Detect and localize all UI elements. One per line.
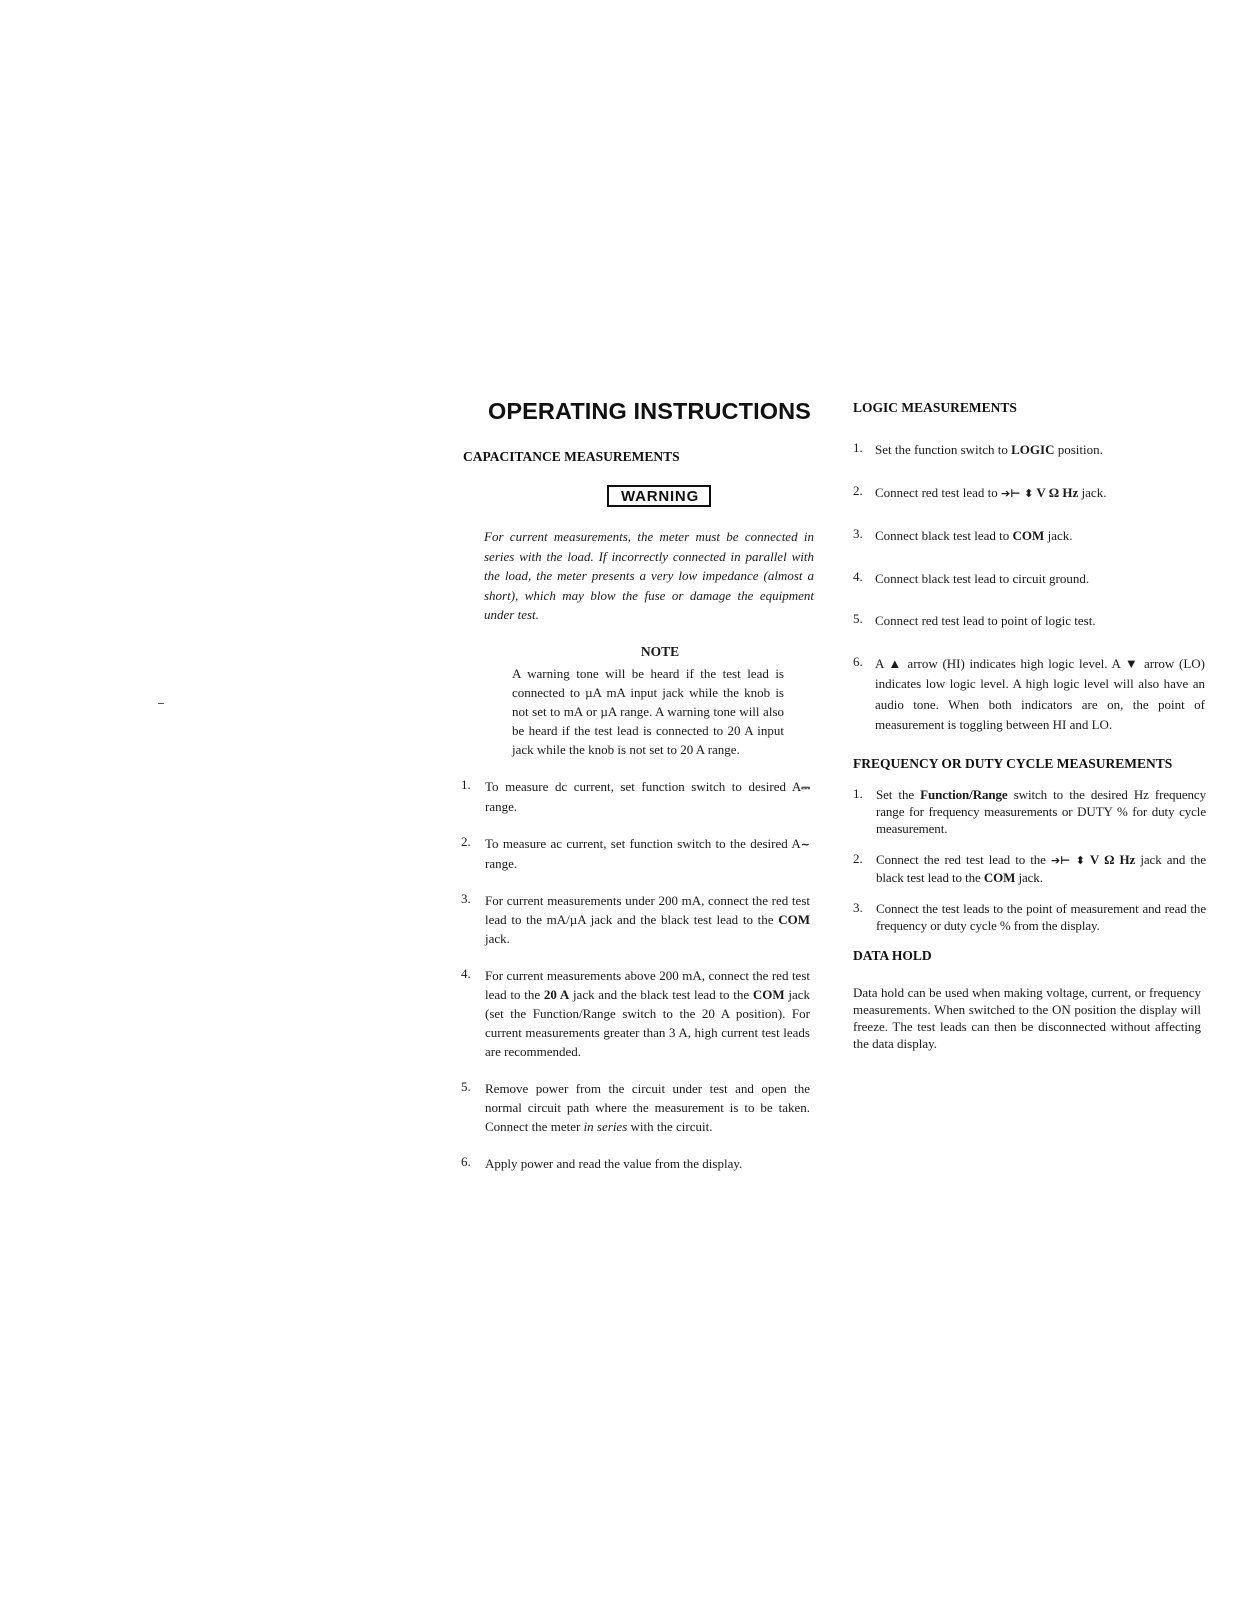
- step-text: Connect red test lead to ➔⊢ ⬍ V Ω Hz jack.: [875, 484, 1107, 500]
- step-number: 4.: [461, 965, 471, 981]
- step-number: 2.: [853, 850, 863, 866]
- dc-symbol-icon: ⎓: [801, 780, 810, 794]
- diode-capacitor-icon: ➔⊢ ⬍: [1051, 853, 1085, 867]
- ac-symbol-icon: ∼: [800, 837, 810, 851]
- list-item: [461, 834, 828, 873]
- step-number: 3.: [853, 899, 863, 915]
- list-item: [461, 777, 828, 816]
- list-item: [853, 569, 1226, 590]
- left-column: [461, 398, 828, 1191]
- step-number: 5.: [461, 1078, 471, 1094]
- step-number: 3.: [853, 526, 863, 541]
- step-text: Connect black test lead to circuit ground.: [875, 570, 1090, 586]
- step-number: 1.: [461, 776, 471, 792]
- step-text: Connect the test leads to the point of measurement and read the frequency or duty cycle % from the display.: [876, 900, 1206, 933]
- list-item: [853, 440, 1226, 461]
- logic-steps-list: [853, 440, 1226, 736]
- step-text: Connect the red test lead to the ➔⊢ ⬍ V Ω Hz jack and the black test lead to the COM jack.: [876, 851, 1206, 885]
- step-text: To measure ac current, set function switch to the desired A∼ range.: [485, 835, 810, 871]
- frequency-steps-list: [853, 786, 1226, 934]
- frequency-heading: FREQUENCY OR DUTY CYCLE MEASUREMENTS: [853, 755, 1173, 771]
- step-text: Connect red test lead to point of logic test.: [875, 613, 1096, 628]
- page-title: OPERATING INSTRUCTIONS: [488, 398, 811, 424]
- list-item: [853, 483, 1226, 505]
- step-number: 5.: [853, 611, 863, 626]
- step-text: A ▲ arrow (HI) indicates high logic level. A ▼ arrow (LO) indicates low logic level. A high logic level will also have an audio tone. When both indicators are on, the point of measurement is toggling between HI and LO.: [875, 655, 1205, 732]
- step-number: 2.: [461, 833, 471, 849]
- step-number: 1.: [853, 785, 863, 801]
- step-number: 2.: [853, 482, 863, 498]
- step-number: 3.: [461, 890, 471, 906]
- step-text: Remove power from the circuit under test and open the normal circuit path where the measurement is to be taken. Connect the meter in series with the circuit.: [485, 1080, 810, 1134]
- list-item: [853, 851, 1226, 886]
- list-item: [853, 900, 1226, 934]
- capacitance-heading: CAPACITANCE MEASUREMENTS: [463, 449, 680, 464]
- data-hold-text: Data hold can be used when making voltage, current, or frequency measurements. When switched to the ON position the display will freeze. The test leads can then be disconnected without affecting the data display.: [853, 984, 1201, 1051]
- diode-capacitor-icon: ➔⊢ ⬍: [1001, 486, 1034, 500]
- step-text: For current measurements above 200 mA, connect the red test lead to the 20 A jack and the black test lead to the COM jack (set the Function/Range switch to the 20 A position). For current measurements greater than 3 A, high current test leads are recommended.: [485, 967, 811, 1059]
- right-column: [853, 400, 1226, 1052]
- step-number: 1.: [853, 440, 863, 455]
- warning-label: WARNING: [607, 485, 711, 507]
- list-item: [461, 891, 828, 948]
- step-text: For current measurements under 200 mA, connect the red test lead to the mA/µA jack and the black test lead to the COM jack.: [485, 892, 810, 946]
- step-text: Set the function switch to LOGIC position.: [875, 442, 1103, 457]
- list-item: [461, 1079, 828, 1136]
- step-text: To measure dc current, set function switch to desired A⎓ range.: [485, 778, 810, 814]
- step-text: Apply power and read the value from the display.: [485, 1155, 743, 1171]
- list-item: [853, 611, 1226, 632]
- step-text: Connect black test lead to COM jack.: [875, 528, 1073, 543]
- current-steps-list: [461, 777, 828, 1173]
- step-number: 6.: [461, 1153, 471, 1169]
- logic-heading: LOGIC MEASUREMENTS: [853, 400, 1017, 415]
- note-title: NOTE: [640, 643, 680, 659]
- step-text: Set the Function/Range switch to the desired Hz frequency range for frequency measurements or DUTY % for duty cycle measurement.: [876, 786, 1206, 836]
- margin-mark: [158, 703, 164, 704]
- data-hold-heading: DATA HOLD: [853, 947, 932, 963]
- list-item: [853, 786, 1226, 837]
- list-item: [853, 654, 1226, 736]
- list-item: [853, 526, 1226, 547]
- note-text: A warning tone will be heard if the test lead is connected to µA mA input jack while the knob is not set to mA or µA range. A warning tone will also be heard if the test lead is connected to 20 A input jack while the knob is not set to 20 A range.: [512, 665, 784, 758]
- warning-wrap: [490, 485, 828, 507]
- list-item: [461, 1154, 828, 1173]
- warning-text: For current measurements, the meter must be connected in series with the load. If incorrectly connected in parallel with the load, the meter presents a very low impedance (almost a short), which may blow the fuse or damage the equipment under test.: [484, 529, 814, 622]
- list-item: [461, 966, 828, 1061]
- step-number: 6.: [853, 653, 863, 669]
- step-number: 4.: [853, 568, 863, 584]
